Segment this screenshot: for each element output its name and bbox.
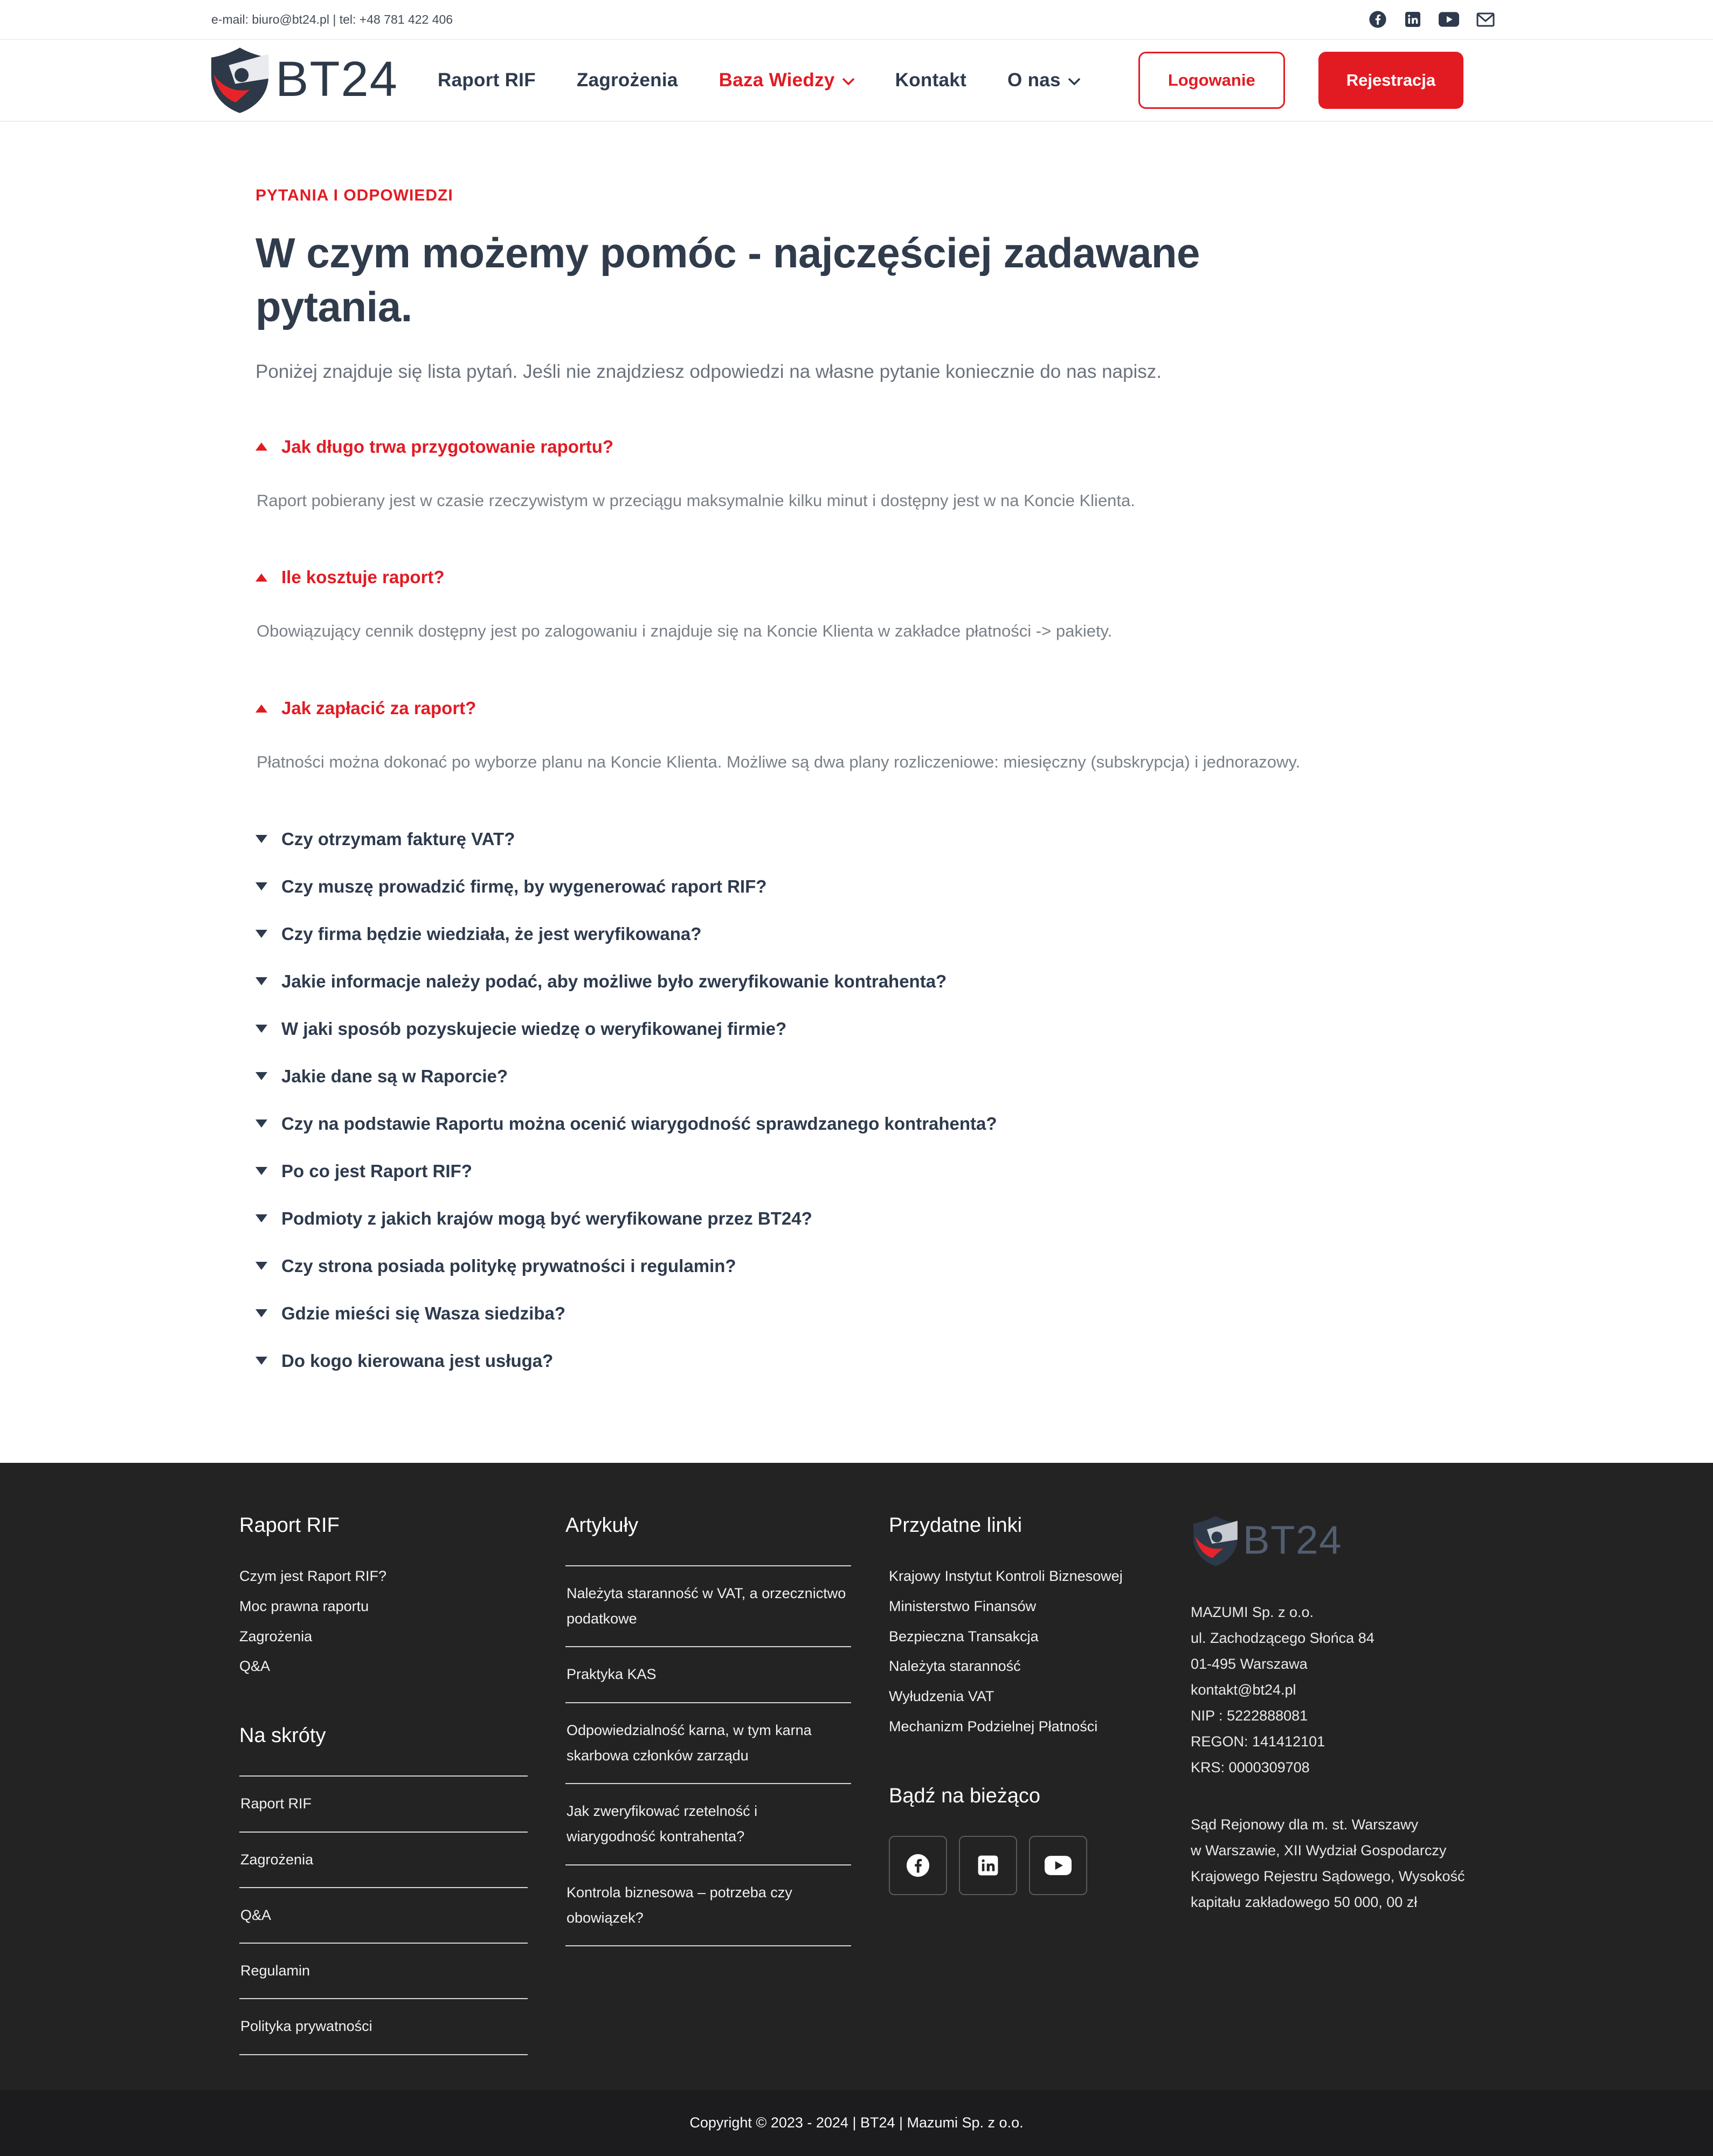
nav-item[interactable]: Zagrożenia <box>576 70 678 91</box>
company-info-line: KRS: 0000309708 <box>1191 1759 1310 1776</box>
footer-link[interactable]: Odpowiedzialność karna, w tym karna skarbowa członków zarządu <box>565 1702 851 1784</box>
accordion-arrow-icon <box>255 835 267 843</box>
contact-info: e-mail: biuro@bt24.pl | tel: +48 781 422 406 <box>211 12 453 26</box>
faq-question-toggle[interactable]: Jakie informacje należy podać, aby możliwe było zweryfikowanie kontrahenta? <box>255 971 947 992</box>
footer-link[interactable]: Należyta staranność <box>889 1658 1021 1675</box>
brand-logo[interactable] <box>208 45 399 115</box>
faq-question-toggle[interactable]: Po co jest Raport RIF? <box>255 1161 472 1181</box>
faq-question-toggle[interactable]: Jak zapłacić za raport? <box>255 698 476 718</box>
faq-question-toggle[interactable]: Czy strona posiada politykę prywatności i regulamin? <box>255 1256 736 1276</box>
youtube-icon <box>1439 12 1459 27</box>
footer-col-raport <box>239 1514 528 2055</box>
linkedin-icon <box>1404 11 1421 28</box>
faq-question-toggle[interactable]: Ile kosztuje raport? <box>255 567 445 588</box>
footer-link[interactable]: Jak zweryfikować rzetelność i wiarygodność kontrahenta? <box>565 1783 851 1864</box>
nav-item[interactable]: Raport RIF <box>438 70 536 91</box>
facebook-icon <box>906 1853 930 1878</box>
copyright-bar <box>0 2090 1713 2156</box>
footer-link[interactable]: Zagrożenia <box>239 1628 313 1644</box>
footer-link[interactable]: Regulamin <box>239 1943 528 1998</box>
footer-heading-artykuly: Artykuły <box>565 1514 639 1537</box>
accordion-arrow-icon <box>255 1309 267 1317</box>
accordion-arrow-icon <box>255 977 267 985</box>
footer-heading-badz-na-biezaco: Bądź na bieżąco <box>889 1784 1040 1807</box>
linkedin-icon <box>977 1854 999 1877</box>
faq-item <box>255 1019 1458 1039</box>
footer-link[interactable]: Bezpieczna Transakcja <box>889 1628 1039 1644</box>
registry-info <box>1191 1812 1471 1915</box>
faq-question-toggle[interactable]: Czy firma będzie wiedziała, że jest weryfikowana? <box>255 924 701 944</box>
social-link-facebook[interactable] <box>1369 10 1387 29</box>
footer-col-linki <box>889 1514 1153 2055</box>
footer-heading-na-skroty: Na skróty <box>239 1724 326 1747</box>
accordion-arrow-icon <box>255 443 267 451</box>
chevron-down-icon <box>1068 78 1080 86</box>
faq-question-toggle[interactable]: Czy muszę prowadzić firmę, by wygenerować raport RIF? <box>255 876 766 897</box>
faq-item <box>255 1066 1458 1087</box>
accordion-arrow-icon <box>255 1072 267 1080</box>
footer-link[interactable]: Moc prawna raportu <box>239 1598 369 1614</box>
registry-info-line: w Warszawie, XII Wydział Gospodarczy <box>1191 1842 1447 1859</box>
footer-heading-przydatne-linki: Przydatne linki <box>889 1514 1023 1537</box>
company-info <box>1191 1599 1471 1780</box>
company-info-line: kontakt@bt24.pl <box>1191 1682 1296 1698</box>
faq-accordion <box>255 437 1458 1371</box>
company-info-line: ul. Zachodzącego Słońca 84 <box>1191 1629 1374 1646</box>
footer-social-facebook[interactable] <box>889 1836 947 1895</box>
accordion-arrow-icon <box>255 1357 267 1365</box>
bt24-logo-icon <box>208 45 272 115</box>
faq-answer: Obowiązujący cennik dostępny jest po zalogowaniu i znajduje się na Koncie Klienta w zakładce płatności -> pakiety. <box>257 621 1113 641</box>
footer-link[interactable]: Zagrożenia <box>239 1832 528 1887</box>
company-info-line: REGON: 141412101 <box>1191 1733 1325 1750</box>
copyright-text: Copyright © 2023 - 2024 | BT24 | Mazumi Sp. z o.o. <box>689 2114 1024 2131</box>
faq-answer: Raport pobierany jest w czasie rzeczywistym w przeciągu maksymalnie kilku minut i dostępny jest w na Koncie Klienta. <box>257 490 1135 510</box>
faq-item <box>255 1303 1458 1324</box>
company-info-line: MAZUMI Sp. z o.o. <box>1191 1604 1314 1620</box>
footer-link[interactable]: Polityka prywatności <box>239 1998 528 2055</box>
accordion-arrow-icon <box>255 1167 267 1175</box>
accordion-arrow-icon <box>255 1025 267 1033</box>
social-link-email[interactable] <box>1476 12 1495 27</box>
faq-item <box>255 1256 1458 1276</box>
nav-links <box>438 70 1080 91</box>
faq-item <box>255 971 1458 992</box>
footer <box>0 1463 1713 2090</box>
nav-item[interactable]: O nas <box>1007 70 1080 91</box>
faq-item <box>255 1161 1458 1181</box>
register-button[interactable]: Rejestracja <box>1318 52 1463 109</box>
footer-link[interactable]: Należyta staranność w VAT, a orzecznictwo podatkowe <box>565 1565 851 1647</box>
youtube-icon <box>1045 1856 1072 1875</box>
nav-item[interactable]: Baza Wiedzy <box>719 70 854 91</box>
accordion-arrow-icon <box>255 573 267 582</box>
section-eyebrow: PYTANIA I ODPOWIEDZI <box>255 186 453 204</box>
footer-brand-logo[interactable] <box>1191 1514 1471 1568</box>
faq-question-toggle[interactable]: W jaki sposób pozyskujecie wiedzę o weryfikowanej firmie? <box>255 1019 786 1039</box>
faq-question-toggle[interactable]: Czy na podstawie Raportu można ocenić wiarygodność sprawdzanego kontrahenta? <box>255 1114 997 1134</box>
chevron-down-icon <box>842 78 854 86</box>
footer-link[interactable]: Kontrola biznesowa – potrzeba czy obowiązek? <box>565 1864 851 1947</box>
registry-info-line: kapitału zakładowego 50 000, 00 zł <box>1191 1894 1418 1911</box>
svg-text:BT24: BT24 <box>275 52 398 107</box>
login-button[interactable]: Logowanie <box>1138 52 1285 109</box>
footer-heading-raport-rif: Raport RIF <box>239 1514 340 1537</box>
footer-link[interactable]: Q&A <box>239 1658 271 1675</box>
faq-item <box>255 876 1458 897</box>
topbar-social <box>1369 10 1495 29</box>
faq-question-toggle[interactable]: Podmioty z jakich krajów mogą być weryfikowane przez BT24? <box>255 1208 812 1229</box>
accordion-arrow-icon <box>255 930 267 938</box>
faq-question-toggle[interactable]: Do kogo kierowana jest usługa? <box>255 1351 553 1371</box>
footer-link[interactable]: Ministerstwo Finansów <box>889 1598 1037 1614</box>
bt24-logo-icon <box>1191 1514 1240 1568</box>
registry-info-line: Krajowego Rejestru Sądowego, Wysokość <box>1191 1868 1465 1885</box>
footer-social <box>889 1836 1153 1895</box>
faq-item <box>255 1114 1458 1134</box>
social-link-youtube[interactable] <box>1439 12 1459 27</box>
accordion-arrow-icon <box>255 1262 267 1270</box>
accordion-arrow-icon <box>255 1214 267 1222</box>
nav-item[interactable]: Kontakt <box>895 70 967 91</box>
footer-social-youtube[interactable] <box>1029 1836 1087 1895</box>
faq-question-toggle[interactable]: Jak długo trwa przygotowanie raportu? <box>255 437 613 457</box>
faq-question-toggle[interactable]: Gdzie mieści się Wasza siedziba? <box>255 1303 565 1324</box>
svg-text:BT24: BT24 <box>1242 1517 1343 1563</box>
footer-link[interactable]: Wyłudzenia VAT <box>889 1688 994 1705</box>
faq-question-toggle[interactable]: Czy otrzymam fakturę VAT? <box>255 829 515 849</box>
faq-item <box>255 567 1458 642</box>
footer-col-artykuly <box>565 1514 851 2055</box>
footer-link[interactable]: Q&A <box>239 1887 528 1943</box>
bt24-logo-text <box>1240 1517 1343 1565</box>
facebook-icon <box>1369 10 1387 29</box>
faq-item <box>255 698 1458 773</box>
footer-link[interactable]: Krajowy Instytut Kontroli Biznesowej <box>889 1567 1123 1584</box>
accordion-arrow-icon <box>255 704 267 713</box>
footer-link[interactable]: Raport RIF <box>239 1775 528 1831</box>
company-info-line: 01-495 Warszawa <box>1191 1656 1308 1672</box>
faq-question-toggle[interactable]: Jakie dane są w Raporcie? <box>255 1066 508 1087</box>
bt24-logo-text <box>272 51 399 110</box>
accordion-arrow-icon <box>255 1120 267 1128</box>
faq-answer: Płatności można dokonać po wyborze planu na Koncie Klienta. Możliwe są dwa plany rozliczeniowe: miesięczny (subskrypcja) i jednorazowy. <box>257 752 1301 772</box>
faq-item <box>255 1351 1458 1371</box>
social-link-linkedin[interactable] <box>1404 11 1421 28</box>
footer-link[interactable]: Czym jest Raport RIF? <box>239 1567 387 1584</box>
page-title: W czym możemy pomóc - najczęściej zadawane pytania. <box>255 229 1200 330</box>
faq-item <box>255 924 1458 944</box>
footer-col-company <box>1191 1514 1471 2055</box>
faq-item <box>255 829 1458 849</box>
footer-social-linkedin[interactable] <box>959 1836 1017 1895</box>
faq-item <box>255 1208 1458 1229</box>
main-content <box>0 122 1713 1463</box>
company-info-line: NIP : 5222888081 <box>1191 1708 1308 1724</box>
accordion-arrow-icon <box>255 882 267 890</box>
page-subtitle: Poniżej znajduje się lista pytań. Jeśli nie znajdziesz odpowiedzi na własne pytanie koniecznie do nas napisz. <box>255 361 1162 382</box>
footer-link[interactable]: Praktyka KAS <box>565 1646 851 1702</box>
email-icon <box>1476 12 1495 27</box>
topbar <box>0 0 1713 40</box>
footer-link[interactable]: Mechanizm Podzielnej Płatności <box>889 1718 1098 1735</box>
main-navbar <box>0 40 1713 122</box>
registry-info-line: Sąd Rejonowy dla m. st. Warszawy <box>1191 1816 1419 1833</box>
faq-item <box>255 437 1458 512</box>
